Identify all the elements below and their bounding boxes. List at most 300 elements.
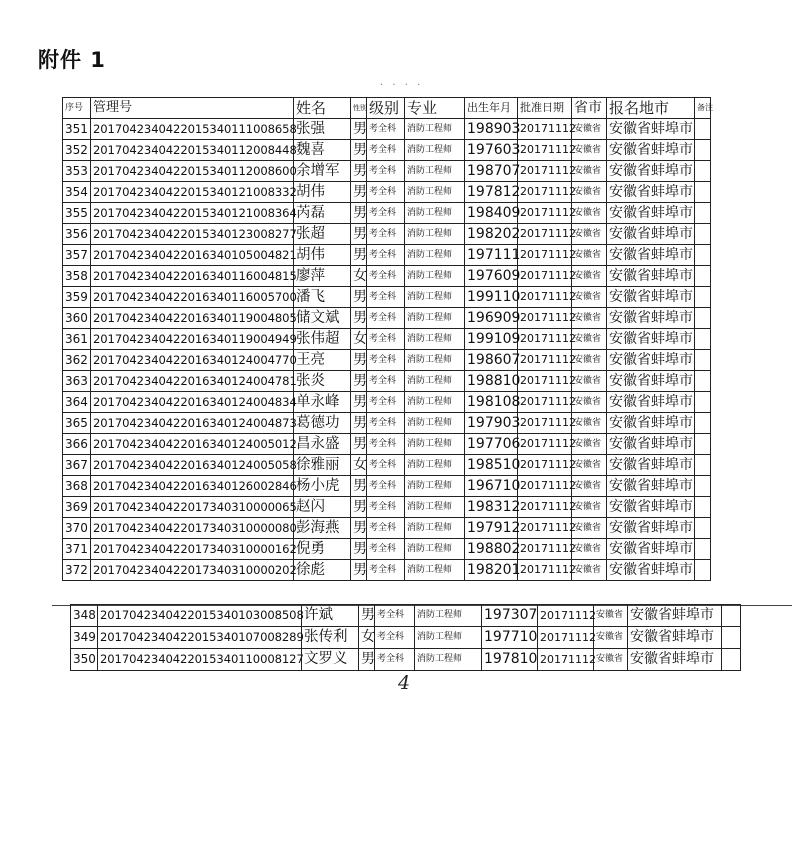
cell-mgmt: 2017042340422016340124005058 [91,455,294,476]
cell-name: 胡伟 [294,182,351,203]
cell-idx: 358 [63,266,91,287]
table-header-row [63,98,711,119]
table-row [63,371,711,392]
cell-note [695,413,711,434]
cell-mgmt: 2017042340422016340124004873 [91,413,294,434]
cell-city: 安徽省蚌埠市 [607,329,695,350]
cell-gender: 女 [351,455,367,476]
cell-mgmt: 2017042340422015340110008127 [98,649,302,671]
cell-mgmt: 2017042340422016340119004949 [91,329,294,350]
header-city: 报名地市 [607,98,695,119]
cell-note [695,560,711,581]
cell-gender: 男 [351,434,367,455]
table-row [63,497,711,518]
cell-city: 安徽省蚌埠市 [607,476,695,497]
cell-level: 考全科 [367,203,405,224]
cell-idx: 362 [63,350,91,371]
cell-major: 消防工程师 [405,560,465,581]
cell-idx: 361 [63,329,91,350]
cell-level: 考全科 [367,455,405,476]
cell-birth: 197609 [465,266,518,287]
cell-mgmt: 2017042340422015340112008600 [91,161,294,182]
cell-prov: 安徽省 [572,245,607,266]
cell-approve: 20171112 [518,350,572,371]
cell-idx: 359 [63,287,91,308]
table-row [63,392,711,413]
cell-major: 消防工程师 [405,392,465,413]
cell-major: 消防工程师 [405,308,465,329]
cell-note [695,203,711,224]
cell-city: 安徽省蚌埠市 [607,497,695,518]
cell-birth: 198802 [465,539,518,560]
cell-major: 消防工程师 [415,649,482,671]
cell-prov: 安徽省 [572,392,607,413]
cell-idx: 349 [71,627,98,649]
cell-approve: 20171112 [518,560,572,581]
cell-note [695,224,711,245]
cell-prov: 安徽省 [594,605,628,627]
cell-mgmt: 2017042340422016340116005700 [91,287,294,308]
cell-birth: 197603 [465,140,518,161]
cell-birth: 197903 [465,413,518,434]
cell-note [695,140,711,161]
table-row [63,455,711,476]
cell-approve: 20171112 [518,455,572,476]
cell-level: 考全科 [375,627,415,649]
table-row [71,605,741,627]
cell-gender: 男 [351,224,367,245]
cell-name: 潘飞 [294,287,351,308]
cell-name: 杨小虎 [294,476,351,497]
cell-approve: 20171112 [518,182,572,203]
cell-major: 消防工程师 [405,203,465,224]
cell-city: 安徽省蚌埠市 [607,224,695,245]
cell-idx: 368 [63,476,91,497]
cell-prov: 安徽省 [572,224,607,245]
cell-prov: 安徽省 [572,203,607,224]
cell-major: 消防工程师 [405,266,465,287]
cell-level: 考全科 [367,434,405,455]
cell-name: 徐雅丽 [294,455,351,476]
cell-birth: 197912 [465,518,518,539]
cell-level: 考全科 [367,560,405,581]
cell-mgmt: 2017042340422017340310000065 [91,497,294,518]
cell-birth: 197111 [465,245,518,266]
cell-name: 文罗义 [302,649,359,671]
cell-mgmt: 2017042340422016340124005012 [91,434,294,455]
cell-level: 考全科 [367,413,405,434]
cell-city: 安徽省蚌埠市 [607,266,695,287]
table-row [63,539,711,560]
cell-note [695,308,711,329]
cell-mgmt: 2017042340422015340121008332 [91,182,294,203]
cell-major: 消防工程师 [415,627,482,649]
cell-gender: 男 [351,476,367,497]
cell-birth: 198312 [465,497,518,518]
cell-note [722,605,741,627]
cell-name: 廖萍 [294,266,351,287]
cell-mgmt: 2017042340422015340123008277 [91,224,294,245]
cell-mgmt: 2017042340422015340107008289 [98,627,302,649]
cell-mgmt: 2017042340422017340310000202 [91,560,294,581]
cell-approve: 20171112 [518,140,572,161]
cell-major: 消防工程师 [405,434,465,455]
cell-major: 消防工程师 [405,413,465,434]
cell-name: 徐彪 [294,560,351,581]
cell-mgmt: 2017042340422016340119004805 [91,308,294,329]
header-level: 级别 [367,98,405,119]
cell-idx: 367 [63,455,91,476]
cell-prov: 安徽省 [572,434,607,455]
cell-prov: 安徽省 [572,518,607,539]
table-row [63,308,711,329]
cell-birth: 197812 [465,182,518,203]
table-row [63,329,711,350]
table-row [63,413,711,434]
cell-idx: 353 [63,161,91,182]
cell-prov: 安徽省 [572,455,607,476]
cell-idx: 360 [63,308,91,329]
cell-gender: 男 [351,308,367,329]
cell-idx: 365 [63,413,91,434]
cell-gender: 男 [351,287,367,308]
cell-mgmt: 2017042340422015340112008448 [91,140,294,161]
cell-name: 许斌 [302,605,359,627]
cell-approve: 20171112 [538,605,594,627]
table-row [63,140,711,161]
cell-city: 安徽省蚌埠市 [607,539,695,560]
cell-city: 安徽省蚌埠市 [607,560,695,581]
cell-major: 消防工程师 [405,245,465,266]
table-row [63,560,711,581]
header-prov: 省市 [572,98,607,119]
cell-gender: 男 [359,649,375,671]
cell-name: 倪勇 [294,539,351,560]
cell-note [695,245,711,266]
cell-level: 考全科 [367,140,405,161]
cell-birth: 198810 [465,371,518,392]
cell-note [695,350,711,371]
cell-level: 考全科 [367,497,405,518]
cell-name: 芮磊 [294,203,351,224]
cell-approve: 20171112 [518,245,572,266]
cell-approve: 20171112 [518,329,572,350]
cell-prov: 安徽省 [572,182,607,203]
cell-approve: 20171112 [518,119,572,140]
cell-prov: 安徽省 [572,476,607,497]
cell-birth: 196710 [465,476,518,497]
cell-gender: 男 [351,182,367,203]
cell-idx: 372 [63,560,91,581]
cell-idx: 354 [63,182,91,203]
header-major: 专业 [405,98,465,119]
cell-name: 胡伟 [294,245,351,266]
cell-gender: 男 [351,203,367,224]
cell-birth: 197706 [465,434,518,455]
table-row [63,161,711,182]
cell-gender: 男 [351,161,367,182]
cell-name: 储文斌 [294,308,351,329]
cell-major: 消防工程师 [405,140,465,161]
cell-approve: 20171112 [518,308,572,329]
cell-gender: 男 [351,518,367,539]
table-row [63,518,711,539]
table-row [63,224,711,245]
cell-city: 安徽省蚌埠市 [607,371,695,392]
cell-level: 考全科 [367,329,405,350]
table-row [63,476,711,497]
cell-prov: 安徽省 [572,161,607,182]
header-idx: 序号 [63,98,91,119]
cell-name: 张传利 [302,627,359,649]
cell-level: 考全科 [367,476,405,497]
cell-name: 王亮 [294,350,351,371]
cell-gender: 男 [351,140,367,161]
cell-note [695,518,711,539]
cell-prov: 安徽省 [572,119,607,140]
cell-idx: 366 [63,434,91,455]
cell-name: 昌永盛 [294,434,351,455]
cell-gender: 男 [351,539,367,560]
cell-level: 考全科 [367,161,405,182]
cell-note [695,287,711,308]
table-row [63,119,711,140]
cell-name: 张强 [294,119,351,140]
cell-gender: 女 [351,329,367,350]
table-row [63,350,711,371]
cell-level: 考全科 [367,350,405,371]
cell-approve: 20171112 [518,434,572,455]
cell-name: 张超 [294,224,351,245]
cell-major: 消防工程师 [405,350,465,371]
cell-city: 安徽省蚌埠市 [607,287,695,308]
cell-major: 消防工程师 [405,182,465,203]
cell-major: 消防工程师 [405,119,465,140]
cell-note [695,119,711,140]
cell-note [695,329,711,350]
cell-city: 安徽省蚌埠市 [628,605,722,627]
cell-idx: 369 [63,497,91,518]
cell-approve: 20171112 [518,287,572,308]
cell-note [695,266,711,287]
cell-city: 安徽省蚌埠市 [607,203,695,224]
cell-prov: 安徽省 [572,371,607,392]
cell-gender: 男 [351,413,367,434]
cell-level: 考全科 [367,392,405,413]
cell-major: 消防工程师 [415,605,482,627]
candidate-table [62,97,711,581]
cell-approve: 20171112 [518,539,572,560]
cell-idx: 348 [71,605,98,627]
cell-level: 考全科 [367,308,405,329]
cell-major: 消防工程师 [405,224,465,245]
cell-birth: 198409 [465,203,518,224]
cell-prov: 安徽省 [572,497,607,518]
cell-gender: 女 [359,627,375,649]
cell-major: 消防工程师 [405,329,465,350]
cell-level: 考全科 [375,649,415,671]
cell-city: 安徽省蚌埠市 [607,350,695,371]
cell-level: 考全科 [367,119,405,140]
cell-birth: 199109 [465,329,518,350]
cell-birth: 197810 [482,649,538,671]
cell-birth: 198201 [465,560,518,581]
cell-name: 张伟超 [294,329,351,350]
cell-approve: 20171112 [518,392,572,413]
cell-note [695,455,711,476]
cell-approve: 20171112 [518,371,572,392]
cell-level: 考全科 [375,605,415,627]
cell-idx: 355 [63,203,91,224]
cell-mgmt: 2017042340422017340310000080 [91,518,294,539]
header-note: 备注 [695,98,711,119]
cell-gender: 男 [351,350,367,371]
cell-city: 安徽省蚌埠市 [607,161,695,182]
cell-major: 消防工程师 [405,161,465,182]
cell-city: 安徽省蚌埠市 [628,627,722,649]
appended-rows-table [70,604,741,671]
cell-level: 考全科 [367,287,405,308]
cell-gender: 男 [351,245,367,266]
cell-name: 张炎 [294,371,351,392]
cell-name: 余增军 [294,161,351,182]
cell-idx: 351 [63,119,91,140]
header-name: 姓名 [294,98,351,119]
cell-gender: 男 [351,497,367,518]
cell-note [695,161,711,182]
cell-gender: 男 [351,371,367,392]
cell-prov: 安徽省 [572,140,607,161]
cell-prov: 安徽省 [572,560,607,581]
cell-mgmt: 2017042340422016340105004821 [91,245,294,266]
cell-level: 考全科 [367,224,405,245]
cell-prov: 安徽省 [572,287,607,308]
cell-note [695,392,711,413]
cell-idx: 371 [63,539,91,560]
cell-mgmt: 2017042340422015340111008658 [91,119,294,140]
cell-mgmt: 2017042340422016340124004834 [91,392,294,413]
cell-prov: 安徽省 [572,413,607,434]
cell-idx: 357 [63,245,91,266]
cell-city: 安徽省蚌埠市 [607,518,695,539]
table-row [63,266,711,287]
cell-major: 消防工程师 [405,476,465,497]
table-row [63,245,711,266]
cell-mgmt: 2017042340422016340116004815 [91,266,294,287]
cell-city: 安徽省蚌埠市 [607,245,695,266]
cell-name: 魏喜 [294,140,351,161]
cell-city: 安徽省蚌埠市 [607,455,695,476]
cell-city: 安徽省蚌埠市 [607,308,695,329]
cell-note [695,182,711,203]
header-mgmt: 管理号 [91,98,294,119]
page-number: 4 [398,672,411,694]
cell-prov: 安徽省 [594,649,628,671]
cell-birth: 197307 [482,605,538,627]
cell-name: 彭海燕 [294,518,351,539]
table-row [63,434,711,455]
cell-note [695,497,711,518]
cell-approve: 20171112 [518,476,572,497]
cell-approve: 20171112 [518,224,572,245]
cell-idx: 370 [63,518,91,539]
cell-city: 安徽省蚌埠市 [607,119,695,140]
cell-approve: 20171112 [518,518,572,539]
cell-note [695,371,711,392]
cell-birth: 196909 [465,308,518,329]
cell-approve: 20171112 [518,203,572,224]
cell-major: 消防工程师 [405,518,465,539]
cell-city: 安徽省蚌埠市 [628,649,722,671]
cell-approve: 20171112 [518,161,572,182]
cell-gender: 女 [351,266,367,287]
cell-gender: 男 [359,605,375,627]
table-row [71,649,741,671]
header-approve: 批准日期 [518,98,572,119]
cell-city: 安徽省蚌埠市 [607,140,695,161]
cell-prov: 安徽省 [572,539,607,560]
cell-city: 安徽省蚌埠市 [607,182,695,203]
page-heading: 附件 1 [38,48,106,72]
cell-birth: 197710 [482,627,538,649]
cell-approve: 20171112 [538,627,594,649]
table-row [63,182,711,203]
cell-prov: 安徽省 [572,308,607,329]
cell-level: 考全科 [367,266,405,287]
cell-idx: 352 [63,140,91,161]
cell-mgmt: 2017042340422015340103008508 [98,605,302,627]
cell-prov: 安徽省 [572,329,607,350]
cell-city: 安徽省蚌埠市 [607,413,695,434]
cell-city: 安徽省蚌埠市 [607,434,695,455]
cell-mgmt: 2017042340422017340310000162 [91,539,294,560]
table-row [63,203,711,224]
cell-prov: 安徽省 [572,266,607,287]
cell-mgmt: 2017042340422015340121008364 [91,203,294,224]
cell-level: 考全科 [367,182,405,203]
table-row [71,627,741,649]
cell-note [695,476,711,497]
header-gender: 性别 [351,98,367,119]
cell-note [722,649,741,671]
cell-mgmt: 2017042340422016340126002846 [91,476,294,497]
cell-birth: 198707 [465,161,518,182]
cell-name: 单永峰 [294,392,351,413]
cell-name: 葛德功 [294,413,351,434]
cell-birth: 198202 [465,224,518,245]
cell-idx: 350 [71,649,98,671]
cell-gender: 男 [351,560,367,581]
cell-mgmt: 2017042340422016340124004781 [91,371,294,392]
cell-note [695,434,711,455]
cell-birth: 198510 [465,455,518,476]
cell-note [695,539,711,560]
cell-major: 消防工程师 [405,497,465,518]
cell-level: 考全科 [367,245,405,266]
table-row [63,287,711,308]
cell-idx: 363 [63,371,91,392]
cell-birth: 199110 [465,287,518,308]
cell-idx: 364 [63,392,91,413]
cell-prov: 安徽省 [572,350,607,371]
scan-dots: · · · · [380,80,424,91]
cell-gender: 男 [351,119,367,140]
cell-gender: 男 [351,392,367,413]
cell-birth: 198108 [465,392,518,413]
cell-level: 考全科 [367,371,405,392]
cell-major: 消防工程师 [405,455,465,476]
cell-mgmt: 2017042340422016340124004770 [91,350,294,371]
